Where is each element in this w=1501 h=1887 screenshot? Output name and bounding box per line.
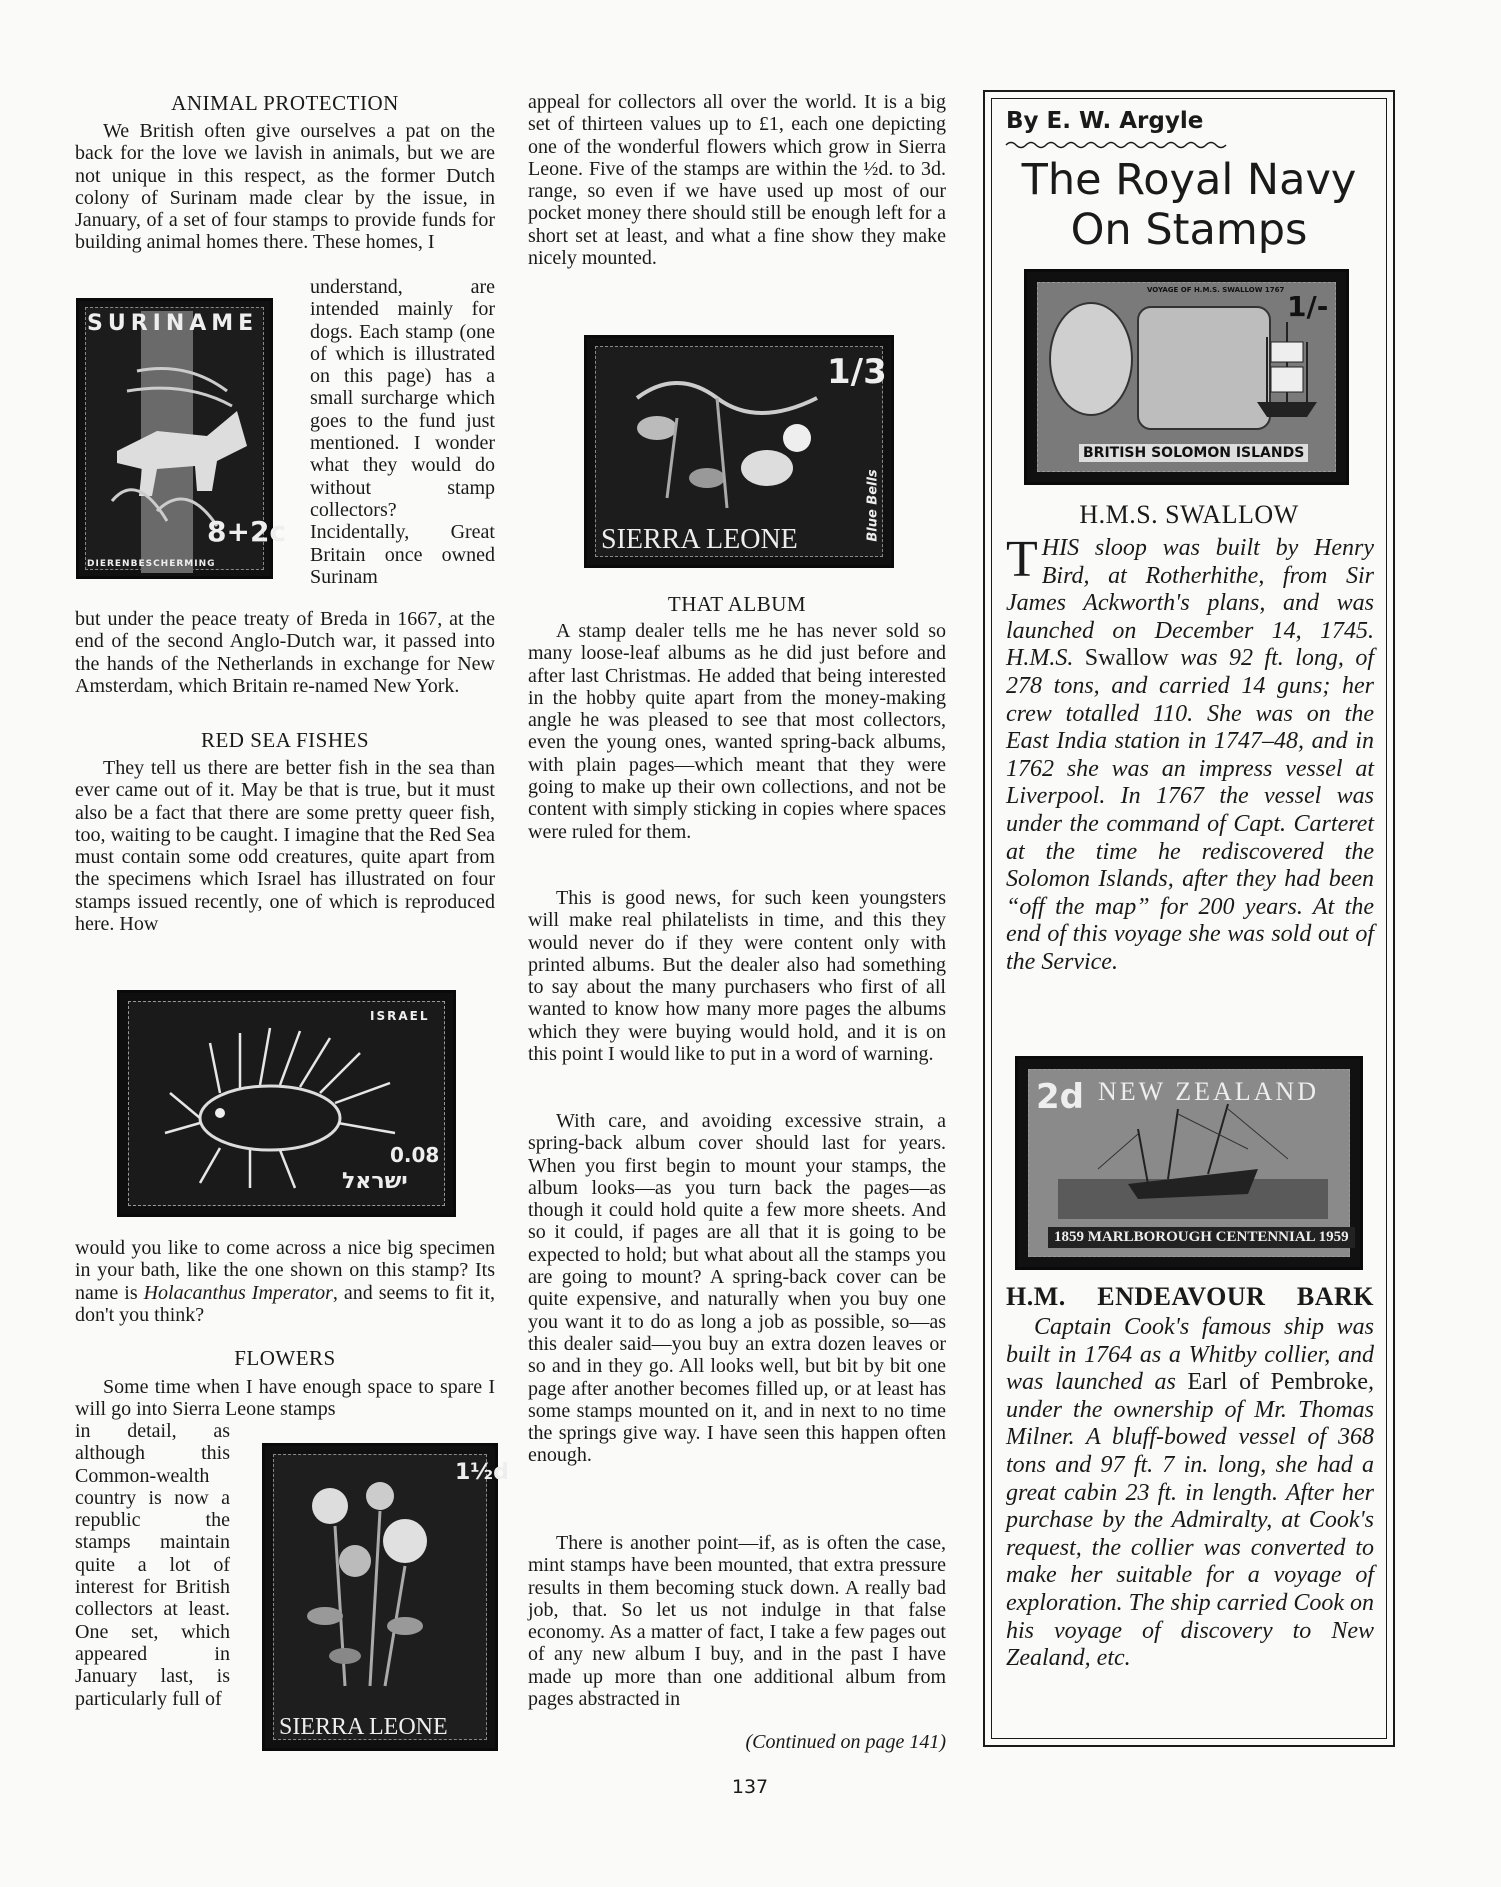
sierra-leone-small-stamp-image bbox=[262, 1443, 509, 1751]
album-paragraph-3 bbox=[528, 1110, 946, 1467]
album-paragraph-4-text: There is another point—if, as is often the case, mint stamps have been mounted, that extra pressure results in them becoming stuck down. A really bad job, that. So let us not indulge in that false economy. As a matter of fact, I take a few pages out of any new album I buy, and in the past I have made up more than one additional album from pages abstracted in bbox=[528, 1532, 946, 1711]
beached-ship-icon bbox=[1058, 1099, 1328, 1219]
israel-value-label: 0.08 bbox=[390, 1143, 440, 1167]
endeavour-ship-name: Earl of Pembroke bbox=[1187, 1369, 1368, 1396]
section-heading-hms-swallow: H.M.S. SWALLOW bbox=[1079, 500, 1299, 529]
section-heading-flowers: FLOWERS bbox=[234, 1346, 336, 1370]
section-heading-red-sea-fishes: RED SEA FISHES bbox=[200, 728, 370, 752]
swallow-text bbox=[1006, 531, 1374, 977]
fish-paragraph-1 bbox=[75, 757, 495, 935]
flowers-continued-paragraph: appeal for collectors all over the world. It is a big set of thirteen values up to £1, each one depicting one of the wonderful flowers which grow in Sierra Leone. Five of the stamps are within the ½d. to 3d. range, so even if we have used up most of our pocket money there should still be enough left for a short set at least, and what a fine show they make nicely mounted. bbox=[528, 91, 946, 270]
wavy-underline-icon bbox=[1006, 140, 1226, 150]
israel-country-label: ISRAEL bbox=[370, 1009, 430, 1023]
nz-footer-label: 1859 MARLBOROUGH CENTENNIAL 1959 bbox=[1048, 1227, 1355, 1248]
sierra-leone-small-value-label: 1½d bbox=[455, 1460, 509, 1485]
section-heading-hm-endeavour-bark: H.M. ENDEAVOUR BARK bbox=[1006, 1282, 1374, 1311]
section-heading-that-album: THAT ALBUM bbox=[667, 592, 807, 616]
swallow-text-a: HIS sloop was built by Henry Bird, at Rotherhithe, from Sir James Ackworth's plans, and was launched on December 14, 1745. H.M.S. bbox=[1006, 535, 1374, 672]
suriname-stamp-image bbox=[76, 298, 287, 579]
flower-icon bbox=[285, 1466, 455, 1696]
sailing-ship-icon bbox=[1247, 312, 1327, 422]
flowers-paragraph-1-wrap: in detail, as although this Common-wealth country is now a republic the stamps maintain quite a lot of interest for British collectors at least. One set, which appeared in January last, is particularly full of bbox=[75, 1420, 230, 1710]
swallow-dropcap: T bbox=[1006, 531, 1038, 588]
nz-country-label: NEW ZEALAND bbox=[1098, 1077, 1319, 1106]
flowers-paragraph-1-text: Some time when I have enough space to spare I will go into Sierra Leone stamps bbox=[75, 1376, 495, 1421]
new-zealand-stamp-image bbox=[1015, 1056, 1363, 1270]
lionfish-icon bbox=[160, 1023, 410, 1193]
endeavour-text-b: , under the ownership of Mr. Thomas Milner. A bluff-bowed vessel of 368 tons and 97 ft. 7 in. long, she had a great cabin 23 ft. in length. After her purchase by the Admiralty, at Cook's request, the collier was converted to make her suitable for a voyage of exploration. The ship carried Cook on his voyage of discovery to New Zealand, etc. bbox=[1006, 1369, 1374, 1672]
solomon-islands-stamp-image bbox=[1024, 269, 1349, 485]
solomon-value-label: 1/- bbox=[1287, 290, 1329, 323]
solomon-top-label: VOYAGE OF H.M.S. SWALLOW 1767 bbox=[1147, 286, 1285, 294]
nz-value-label: 2d bbox=[1036, 1077, 1084, 1117]
article-title-line-1: The Royal Navy bbox=[1021, 155, 1357, 205]
endeavour-text-a: Captain Cook's famous ship was built in 1764 as a Whitby collier, and was launched as bbox=[1006, 1314, 1374, 1396]
endeavour-text bbox=[1006, 1314, 1374, 1673]
album-paragraph-2-text: This is good news, for such keen youngsters will make real philatelists in time, and this they would never do if they were content only with printed albums. But the dealer also had something to say about the many purchasers who first of all wanted to know how many more pages the albums which they were buying would hold, and it is on this point I would like to put in a word of warning. bbox=[528, 887, 946, 1066]
animal-paragraph-1-text: We British often give ourselves a pat on the back for the love we lavish in animals, but we are not unique in this respect, as the former Dutch colony of Surinam made clear by the issue, in January, of a set of four stamps to provide funds for building animal homes there. These homes, I bbox=[75, 120, 495, 254]
continued-note: (Continued on page 141) bbox=[745, 1731, 946, 1753]
dog-hand-icon bbox=[97, 351, 257, 541]
section-heading-animal-protection: ANIMAL PROTECTION bbox=[171, 91, 399, 115]
sierra-leone-large-side-label: Blue Bells bbox=[865, 469, 881, 542]
sierra-leone-large-country-label: SIERRA LEONE bbox=[601, 524, 798, 555]
fish-paragraph-2-text-a: would you like to come across a nice big specimen in your bath, like the one shown on this stamp? Its name is bbox=[75, 1237, 495, 1304]
blue-bells-flower-icon bbox=[617, 358, 837, 518]
swallow-text-b: was 92 ft. long, of 278 tons, and carried 14 guns; her crew totalled 110. She was on the East India station in 1747–48, and in 1762 she was an impress vessel at Liverpool. In 1767 the vessel was under the command of Capt. Carteret at the time he rediscovered the Solomon Islands, after they had been “off the map” for 200 years. At the end of this voyage she was sold out of the Service. bbox=[1006, 645, 1374, 975]
fish-species-name: Holacanthus Imperator bbox=[143, 1281, 333, 1304]
sierra-leone-large-value-label: 1/3 bbox=[827, 352, 887, 392]
fish-paragraph-2-text-b: , and seems to fit it, don't you think? bbox=[75, 1281, 495, 1326]
byline: By E. W. Argyle bbox=[1006, 108, 1204, 134]
suriname-footer-label: DIERENBESCHERMING bbox=[87, 559, 216, 569]
israel-fish-stamp-image bbox=[117, 990, 456, 1217]
page-number: 137 bbox=[731, 1776, 769, 1798]
flowers-paragraph-1 bbox=[75, 1376, 495, 1421]
sierra-leone-small-country-label: SIERRA LEONE bbox=[279, 1714, 448, 1740]
album-paragraph-1-text: A stamp dealer tells me he has never sold so many loose-leaf albums as he did just before and after last Christmas. He added that being interested in the hobby quite apart from the money-making angle he was pleased to see that most collectors, even the young ones, wanted spring-back albums, with plain pages—which meant that they were going to make up their own collections, and not be content with simply sticking in copies where spaces were ruled for them. bbox=[528, 620, 946, 843]
album-paragraph-3-text: With care, and avoiding excessive strain, a spring-back album cover should last for years. When you first begin to mount your stamps, the album looks—as you turn back the pages—as though it could hold quite a few more sheets. And so it could, if pages are all that it is going to be expected to hold; but what about all the stamps you are going to mount? A spring-back cover can be quite expensive, and naturally when you buy one you want it to do as long a job as possible, so—as this dealer said—you buy an extra dozen leaves or so and in they go. All looks well, but bit by bit one page after another becomes filled up, or at least has some stamps mounted on it, and in next to no time the springs give way. I have seen this happen often enough. bbox=[528, 1110, 946, 1467]
animal-paragraph-1-end: but under the peace treaty of Breda in 1667, at the end of the second Anglo-Dutch war, it passed into the hands of the Netherlands in exchange for New Amsterdam, which Britain re-named New York. bbox=[75, 608, 495, 697]
fish-paragraph-2 bbox=[75, 1237, 495, 1326]
swallow-ship-name: Swallow bbox=[1084, 645, 1169, 672]
album-paragraph-4 bbox=[528, 1532, 946, 1710]
animal-paragraph-1-wrap: understand, are intended mainly for dogs. Each stamp (one of which is illustrated on this page) has a small surcharge which goes to the fund just mentioned. I wonder what they would do without stamp collectors? Incidentally, Great Britain once owned Surinam bbox=[310, 276, 495, 588]
article-title-line-2: On Stamps bbox=[1070, 205, 1308, 255]
album-paragraph-2 bbox=[528, 887, 946, 1065]
sierra-leone-large-stamp-image bbox=[584, 335, 894, 568]
suriname-country-label: SURINAME bbox=[87, 311, 259, 336]
fish-paragraph-1-text: They tell us there are better fish in the sea than ever came out of it. May be that is true, but it must also be a fact that there are some pretty queer fish, too, waiting to be caught. I imagine that the Red Sea must contain some odd creatures, quite apart from the specimens which Israel has illustrated on four stamps issued recently, one of which is reproduced here. How bbox=[75, 757, 495, 936]
animal-paragraph-1 bbox=[75, 120, 495, 254]
queen-portrait-icon bbox=[1049, 302, 1133, 416]
suriname-value-label: 8+2c bbox=[207, 515, 287, 548]
album-paragraph-1 bbox=[528, 620, 946, 843]
israel-hebrew-label: ישראל bbox=[342, 1169, 408, 1194]
solomon-country-label: BRITISH SOLOMON ISLANDS bbox=[1079, 444, 1308, 462]
